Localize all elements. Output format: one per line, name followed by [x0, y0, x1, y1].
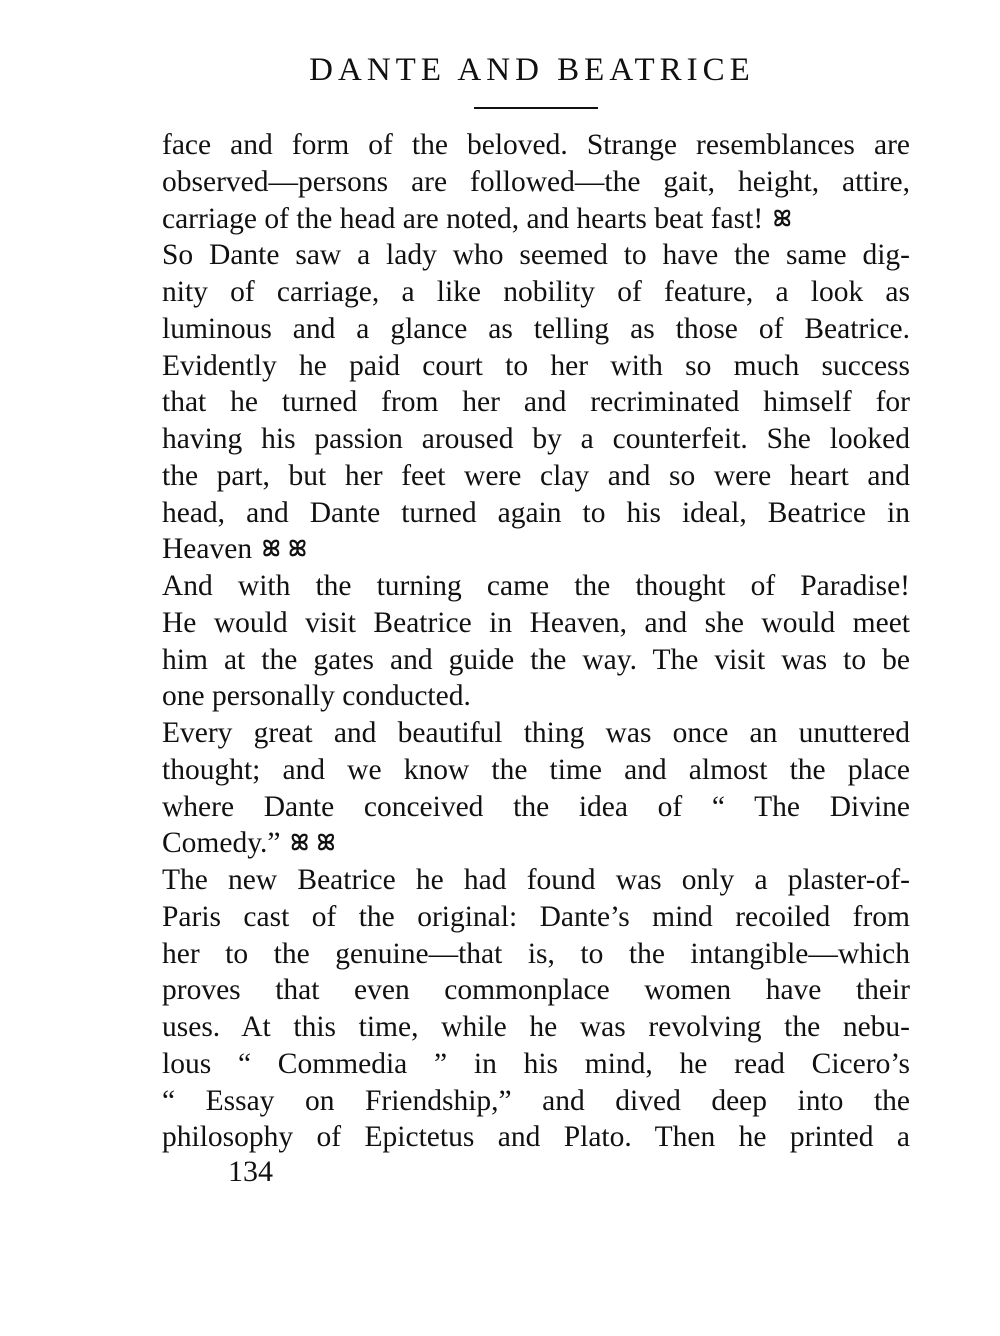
text-line: having his passion aroused by a counterfeit. She looked	[162, 423, 910, 455]
leaf-ornament-icon: ꕤ	[288, 536, 307, 562]
text-line: And with the turning came the thought of Paradise!	[162, 570, 910, 602]
text-line-with-ornament	[162, 825, 910, 862]
text-line: head, and Dante turned again to his ideal, Beatrice in	[162, 496, 910, 529]
text-line: face and form of the beloved. Strange resemblances are	[162, 129, 910, 161]
text-line: her to the genuine—that is, to the intangible—which	[162, 937, 910, 970]
text-line: nity of carriage, a like nobility of feature, a look as	[162, 276, 910, 308]
text-line: carriage of the head are noted, and hearts beat fast!	[162, 202, 764, 235]
text-line: philosophy of Epictetus and Plato. Then he printed a	[162, 1121, 910, 1154]
text-line: observed—persons are followed—the gait, height, attire,	[162, 165, 910, 198]
page-number: 134	[228, 1155, 273, 1188]
header-rule	[474, 107, 598, 109]
text-line-with-ornament	[162, 531, 910, 568]
running-head-title: DANTE AND BEATRICE	[309, 52, 755, 88]
text-line: thought; and we know the time and almost the place	[162, 753, 910, 786]
text-line: Evidently he paid court to her with so much success	[162, 349, 910, 382]
text-line: that he turned from her and recriminated himself for	[162, 386, 910, 419]
text-line: the part, but her feet were clay and so were heart and	[162, 459, 910, 492]
body-text	[162, 127, 910, 1156]
text-line: where Dante conceived the idea of “ The Divine	[162, 790, 910, 823]
text-line: So Dante saw a lady who seemed to have the same dig-	[162, 239, 910, 272]
leaf-ornament-icon: ꕤ	[316, 830, 336, 856]
text-line: He would visit Beatrice in Heaven, and she would meet	[162, 606, 910, 639]
leaf-ornament-icon: ꕤ	[262, 536, 281, 562]
text-line: one personally conducted.	[162, 680, 471, 713]
text-line: “ Essay on Friendship,” and dived deep into the	[162, 1084, 910, 1117]
text-line: The new Beatrice he had found was only a plaster-of-	[162, 864, 910, 896]
leaf-ornament-icon: ꕤ	[773, 205, 792, 231]
text-line: Every great and beautiful thing was once an unuttered	[162, 717, 910, 749]
text-line-with-ornament	[162, 201, 910, 238]
text-line: Paris cast of the original: Dante’s mind recoiled from	[162, 900, 910, 933]
text-line: lous “ Commedia ” in his mind, he read Cicero’s	[162, 1047, 910, 1080]
text-line: Comedy.”	[162, 827, 281, 860]
text-line: uses. At this time, while he was revolving the nebu-	[162, 1011, 910, 1043]
leaf-ornament-icon: ꕤ	[290, 830, 309, 856]
text-line: luminous and a glance as telling as those of Beatrice.	[162, 312, 910, 345]
text-line: proves that even commonplace women have their	[162, 974, 910, 1007]
text-line: Heaven	[162, 533, 253, 566]
text-line: him at the gates and guide the way. The visit was to be	[162, 643, 910, 676]
